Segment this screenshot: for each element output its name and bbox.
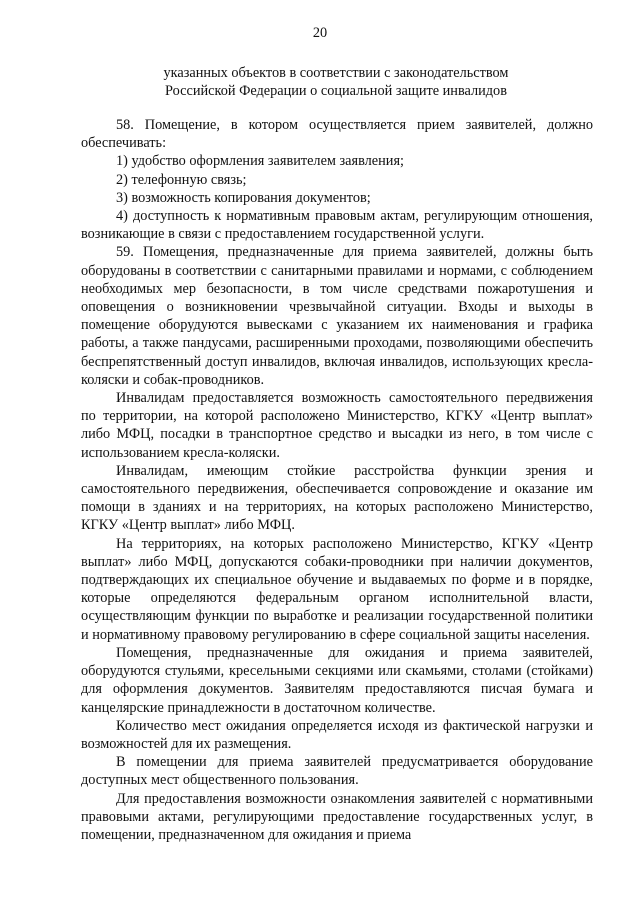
paragraph: Для предоставления возможности ознакомления заявителей с нормативными правовыми актами, регулирующими предоставление государственных услуг, в помещении, предназначенном для ожидания и приема — [81, 790, 593, 843]
list-item: 1) удобство оформления заявителем заявления; — [116, 153, 404, 170]
heading-line: Российской Федерации о социальной защите инвалидов — [165, 83, 507, 100]
section-heading — [80, 64, 592, 100]
heading-line: указанных объектов в соответствии с законодательством — [163, 65, 509, 81]
paragraph: Количество мест ожидания определяется исходя из фактической нагрузки и возможностей для их размещения. — [81, 717, 593, 752]
paragraph-59: 59. Помещения, предназначенные для приема заявителей, должны быть оборудованы в соответствии с санитарными правилами и нормами, с соблюдением необходимых мер безопасности, в том числе средствами пожаротушения и оповещения о возникновении чрезвычайной ситуации. Входы и выходы в помещение оборудуются вывесками с указанием их наименования и графика работы, а также пандусами, расширенными проходами, позволяющими обеспечить беспрепятственный доступ инвалидов, включая инвалидов, использующих кресла-коляски и собак-проводников. — [81, 244, 593, 388]
list-item: 3) возможность копирования документов; — [116, 189, 371, 206]
list-item: 4) доступность к нормативным правовым актам, регулирующим отношения, возникающие в связи с предоставлением государственной услуги. — [81, 208, 593, 243]
paragraph: Инвалидам предоставляется возможность самостоятельного передвижения по территории, на которой расположено Министерство, КГКУ «Центр выплат» либо МФЦ, посадки в транспортное средство и высадки из него, в том числе с использованием кресла-коляски. — [81, 390, 593, 461]
paragraph: В помещении для приема заявителей предусматривается оборудование доступных мест общественного пользования. — [81, 754, 593, 789]
document-body — [81, 116, 593, 844]
paragraph: Инвалидам, имеющим стойкие расстройства функции зрения и самостоятельного передвижения, обеспечивается сопровождение и оказание им помощи в зданиях и на территориях, на которых расположено Министерство, КГКУ «Центр выплат» либо МФЦ. — [81, 462, 593, 534]
list-item: 2) телефонную связь; — [116, 171, 247, 188]
paragraph: На территориях, на которых расположено Министерство, КГКУ «Центр выплат» либо МФЦ, допускаются собаки-проводники при наличии документов, подтверждающих их специальное обучение и выдаваемых по форме и в порядке, которые определяются федеральным органом исполнительной власти, осуществляющим функции по выработке и реализации государственной политики и нормативному правовому регулированию в сфере социальной защиты населения. — [81, 535, 593, 643]
paragraph: Помещения, предназначенные для ожидания и приема заявителей, оборудуются стульями, кресельными секциями или скамьями, столами (стойками) для оформления документов. Заявителям предоставляются писчая бумага и канцелярские принадлежности в достаточном количестве. — [81, 644, 593, 716]
paragraph-58: 58. Помещение, в котором осуществляется прием заявителей, должно обеспечивать: — [81, 117, 593, 152]
page-number: 20 — [312, 25, 328, 41]
